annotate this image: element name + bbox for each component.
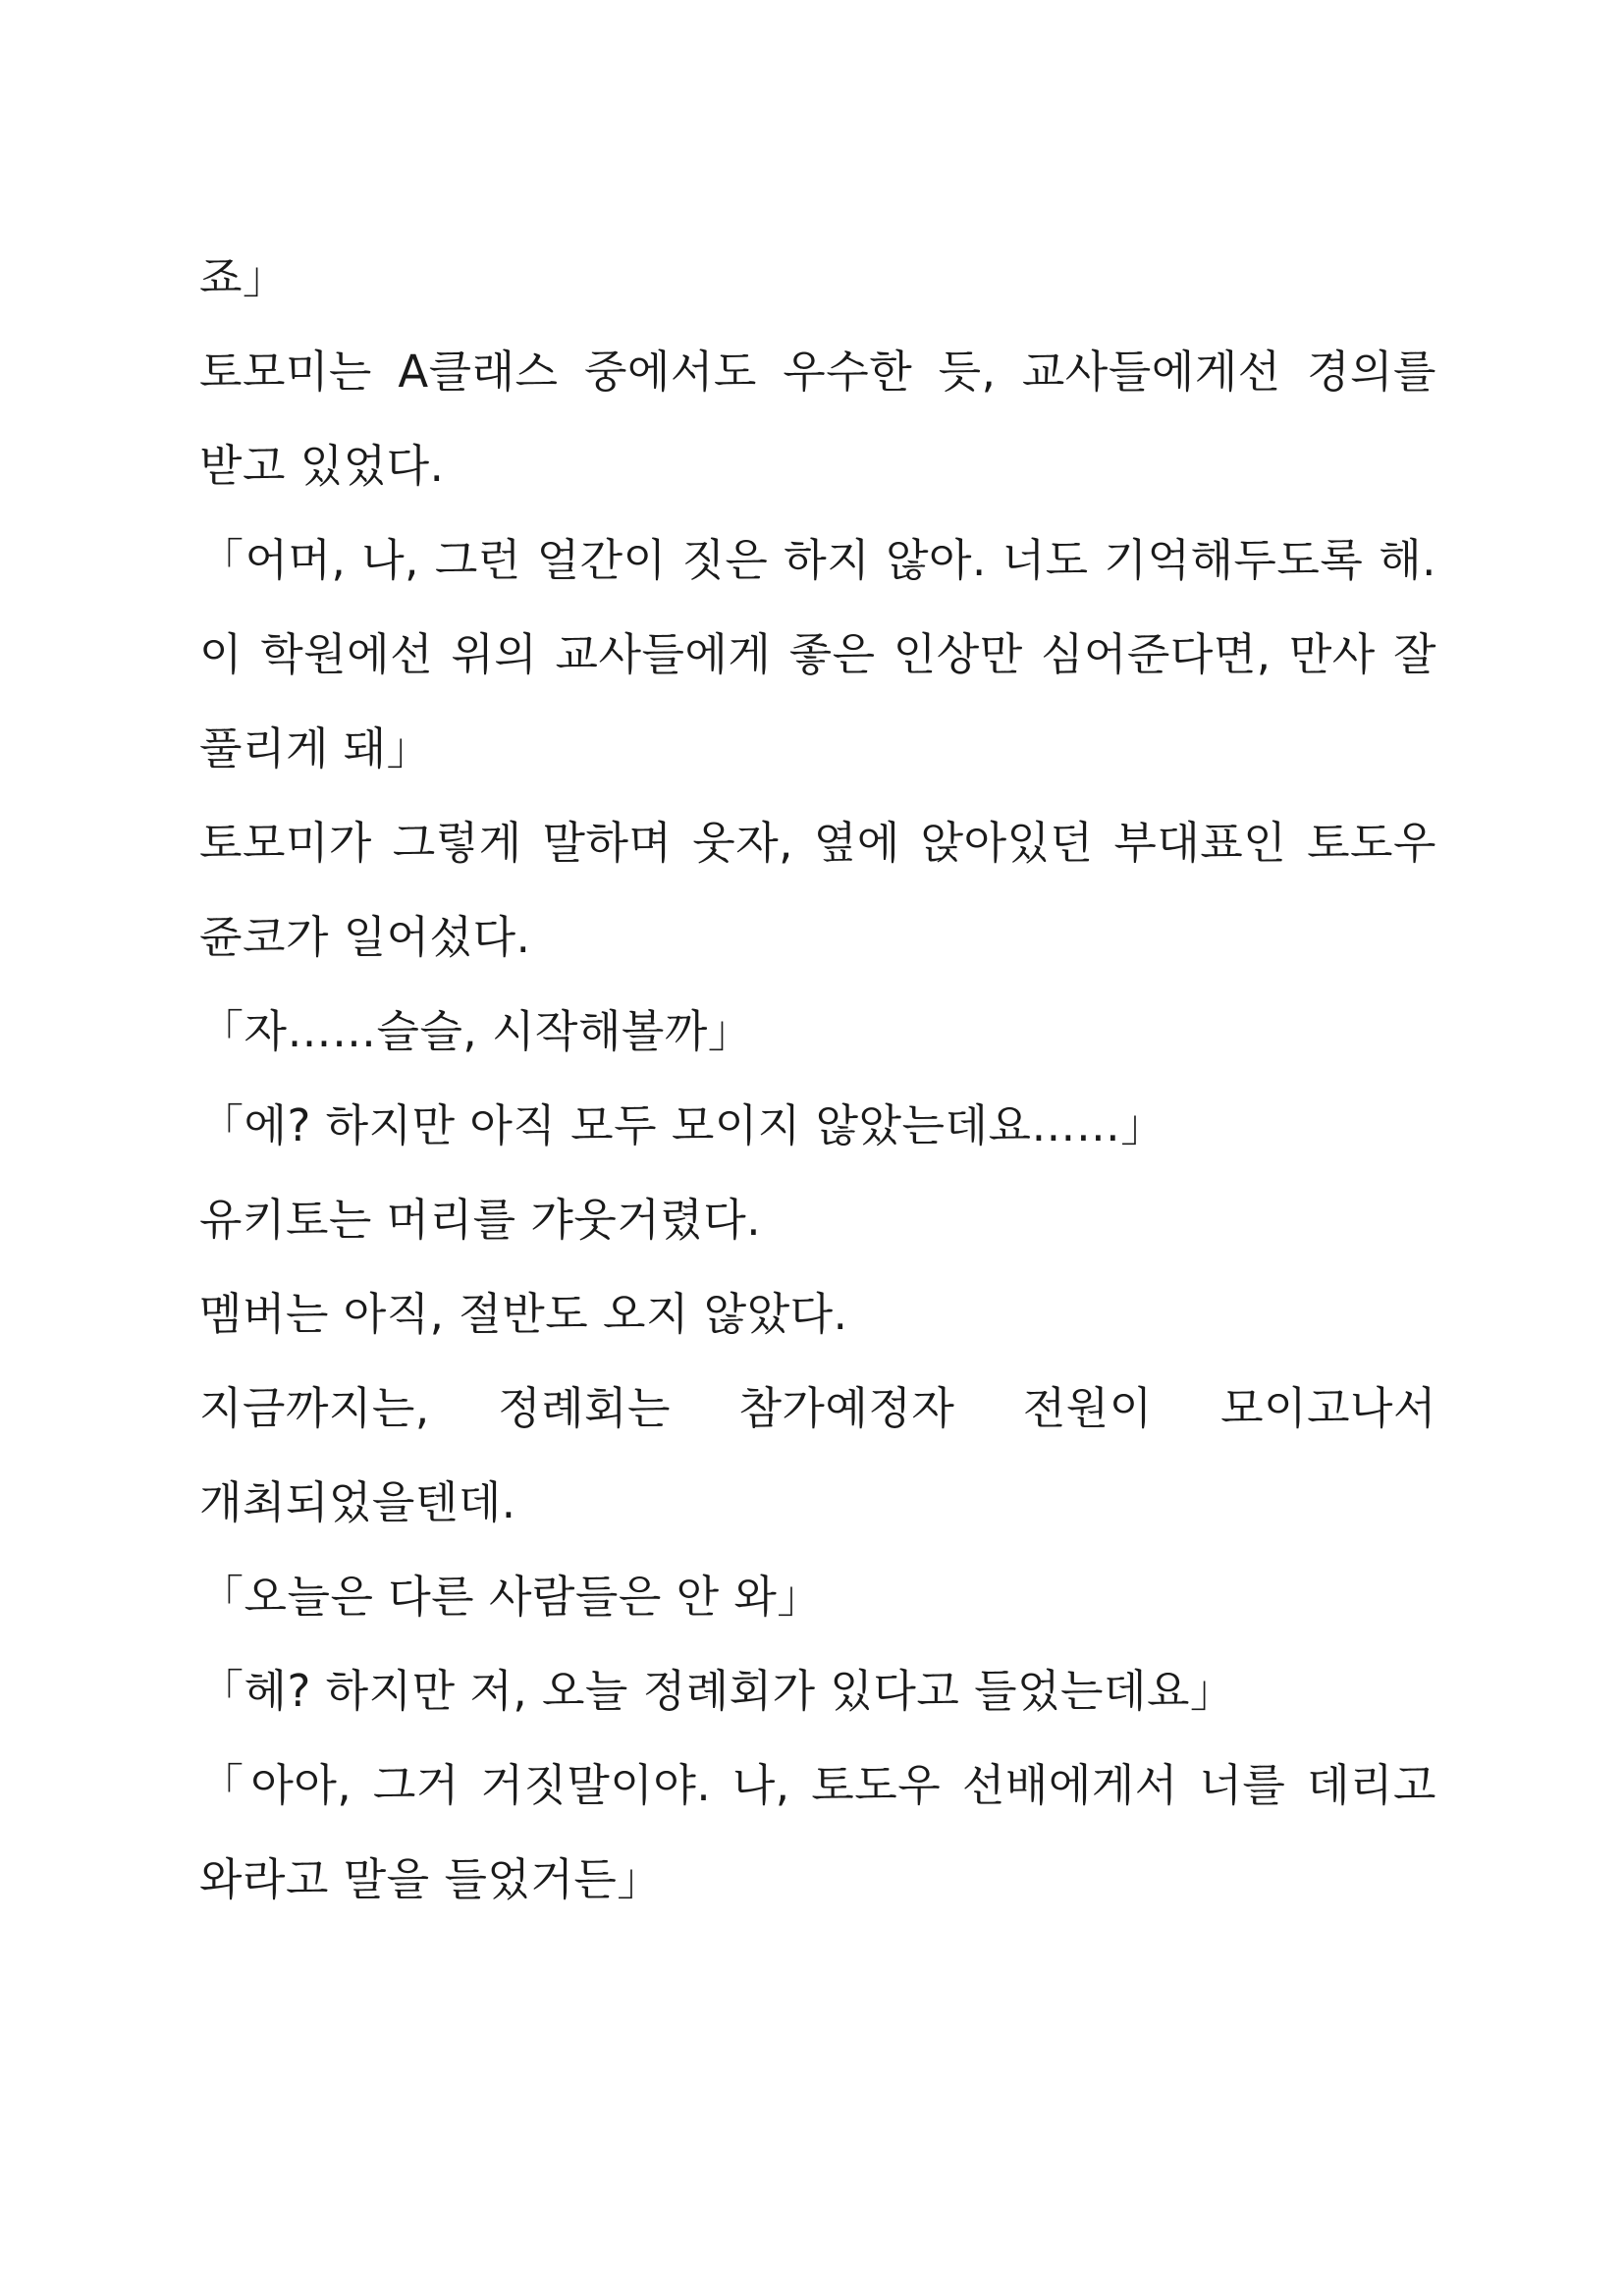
paragraph-6: 「에? 하지만 아직 모두 모이지 않았는데요……」 (199, 1099, 1165, 1151)
paragraph-3: 「어머, 나, 그런 얼간이 짓은 하지 않아. 너도 기억해두도록 해. 이 학원에선 위의 교사들에게 좋은 인상만 심어준다면, 만사 잘 풀리게 돼」 (199, 534, 1436, 774)
paragraph-10: 「오늘은 다른 사람들은 안 와」 (199, 1571, 822, 1623)
paragraph-12: 「아아, 그거 거짓말이야. 나, 토도우 선배에게서 너를 데리고 와라고 말을 들었거든」 (199, 1759, 1436, 1905)
paragraph-7: 유키토는 머리를 갸웃거렸다. (199, 1194, 762, 1246)
body-text (199, 231, 1436, 1927)
paragraph-5: 「자……슬슬, 시작해볼까」 (199, 1005, 753, 1057)
paragraph-2: 토모미는 A클래스 중에서도 우수한 듯, 교사들에게선 경의를 받고 있었다. (199, 346, 1436, 492)
paragraph-4: 토모미가 그렇게 말하며 웃자, 옆에 앉아있던 부대표인 토도우 쥰코가 일어섰다. (199, 817, 1436, 963)
paragraph-11: 「헤? 하지만 저, 오늘 정례회가 있다고 들었는데요」 (199, 1665, 1235, 1717)
paragraph-1: 죠」 (199, 251, 288, 303)
paragraph-8: 멤버는 아직, 절반도 오지 않았다. (199, 1288, 848, 1340)
paragraph-9: 지금까지는, 정례회는 참가예정자 전원이 모이고나서 개최되었을텐데. (199, 1382, 1436, 1528)
